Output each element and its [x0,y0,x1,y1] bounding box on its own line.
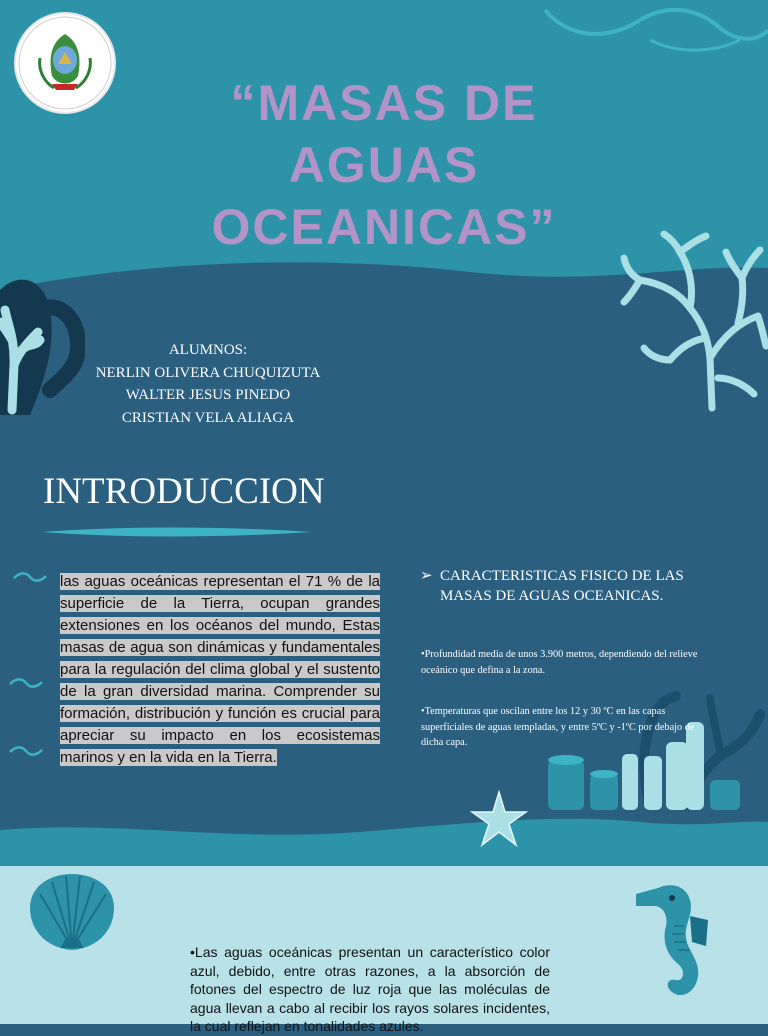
student-name: CRISTIAN VELA ALIAGA [121,409,295,426]
title-line: “MASAS DE [230,75,538,131]
characteristics-heading [420,566,720,606]
intro-text: las aguas oceánicas representan el 71 % de la superficie de la Tierra, ocupan grandes extensiones en los océanos del mundo, Estas masas de agua son dinámicas y fundamentales para la regulación del clima global y el sustento de la gran diversidad marina. Comprender su formación, distribución y función es crucial para apreciar su impacto en los ecosistemas marinos y en la vida en la Tierra. [60,573,380,766]
title-line: AGUAS [288,137,480,193]
wave-decoration-icon [540,0,768,60]
title-line: OCEANICAS” [211,199,557,255]
page-title [150,72,618,258]
characteristic-item: •Profundidad media de unos 3.900 metros, dependiendo del relieve oceánico que defina a la zona. [421,649,698,676]
arrow-bullet-icon: ➢ [420,568,433,584]
students-label: ALUMNOS: [168,342,248,358]
wave-squiggle-icon [8,676,44,690]
student-name: NERLIN OLIVERA CHUQUIZUTA [95,364,321,381]
student-name: WALTER JESUS PINEDO [125,387,291,403]
seahorse-icon [628,876,714,1006]
intro-paragraph [60,571,380,769]
starfish-icon [470,790,528,848]
university-seal-icon [16,14,114,112]
wave-squiggle-icon [12,570,48,584]
intro-heading: INTRODUCCION [43,471,325,512]
characteristic-item: •Temperaturas que oscilan entre los 12 y 30 ºC en las capas superficiales de aguas templadas, y entre 5ºC y -1ºC por debajo de dicha capa. [421,706,695,748]
characteristics-title: CARACTERISTICAS FISICO DE LAS MASAS DE AGUAS OCEANICAS. [440,568,684,604]
students-list [60,339,356,429]
wave-squiggle-icon [8,744,44,758]
coral-icon [620,228,768,413]
heading-underline [40,524,315,540]
university-seal [14,12,116,114]
bottom-paragraph: •Las aguas oceánicas presentan un característico color azul, debido, entre otras razones, a la absorción de fotones del espectro de luz roja que las moléculas de agua llevan a cabo al recibir los rayos solares incidentes, la cual reflejan en tonalidades azules. [190,944,550,1034]
seashell-icon [26,870,118,952]
